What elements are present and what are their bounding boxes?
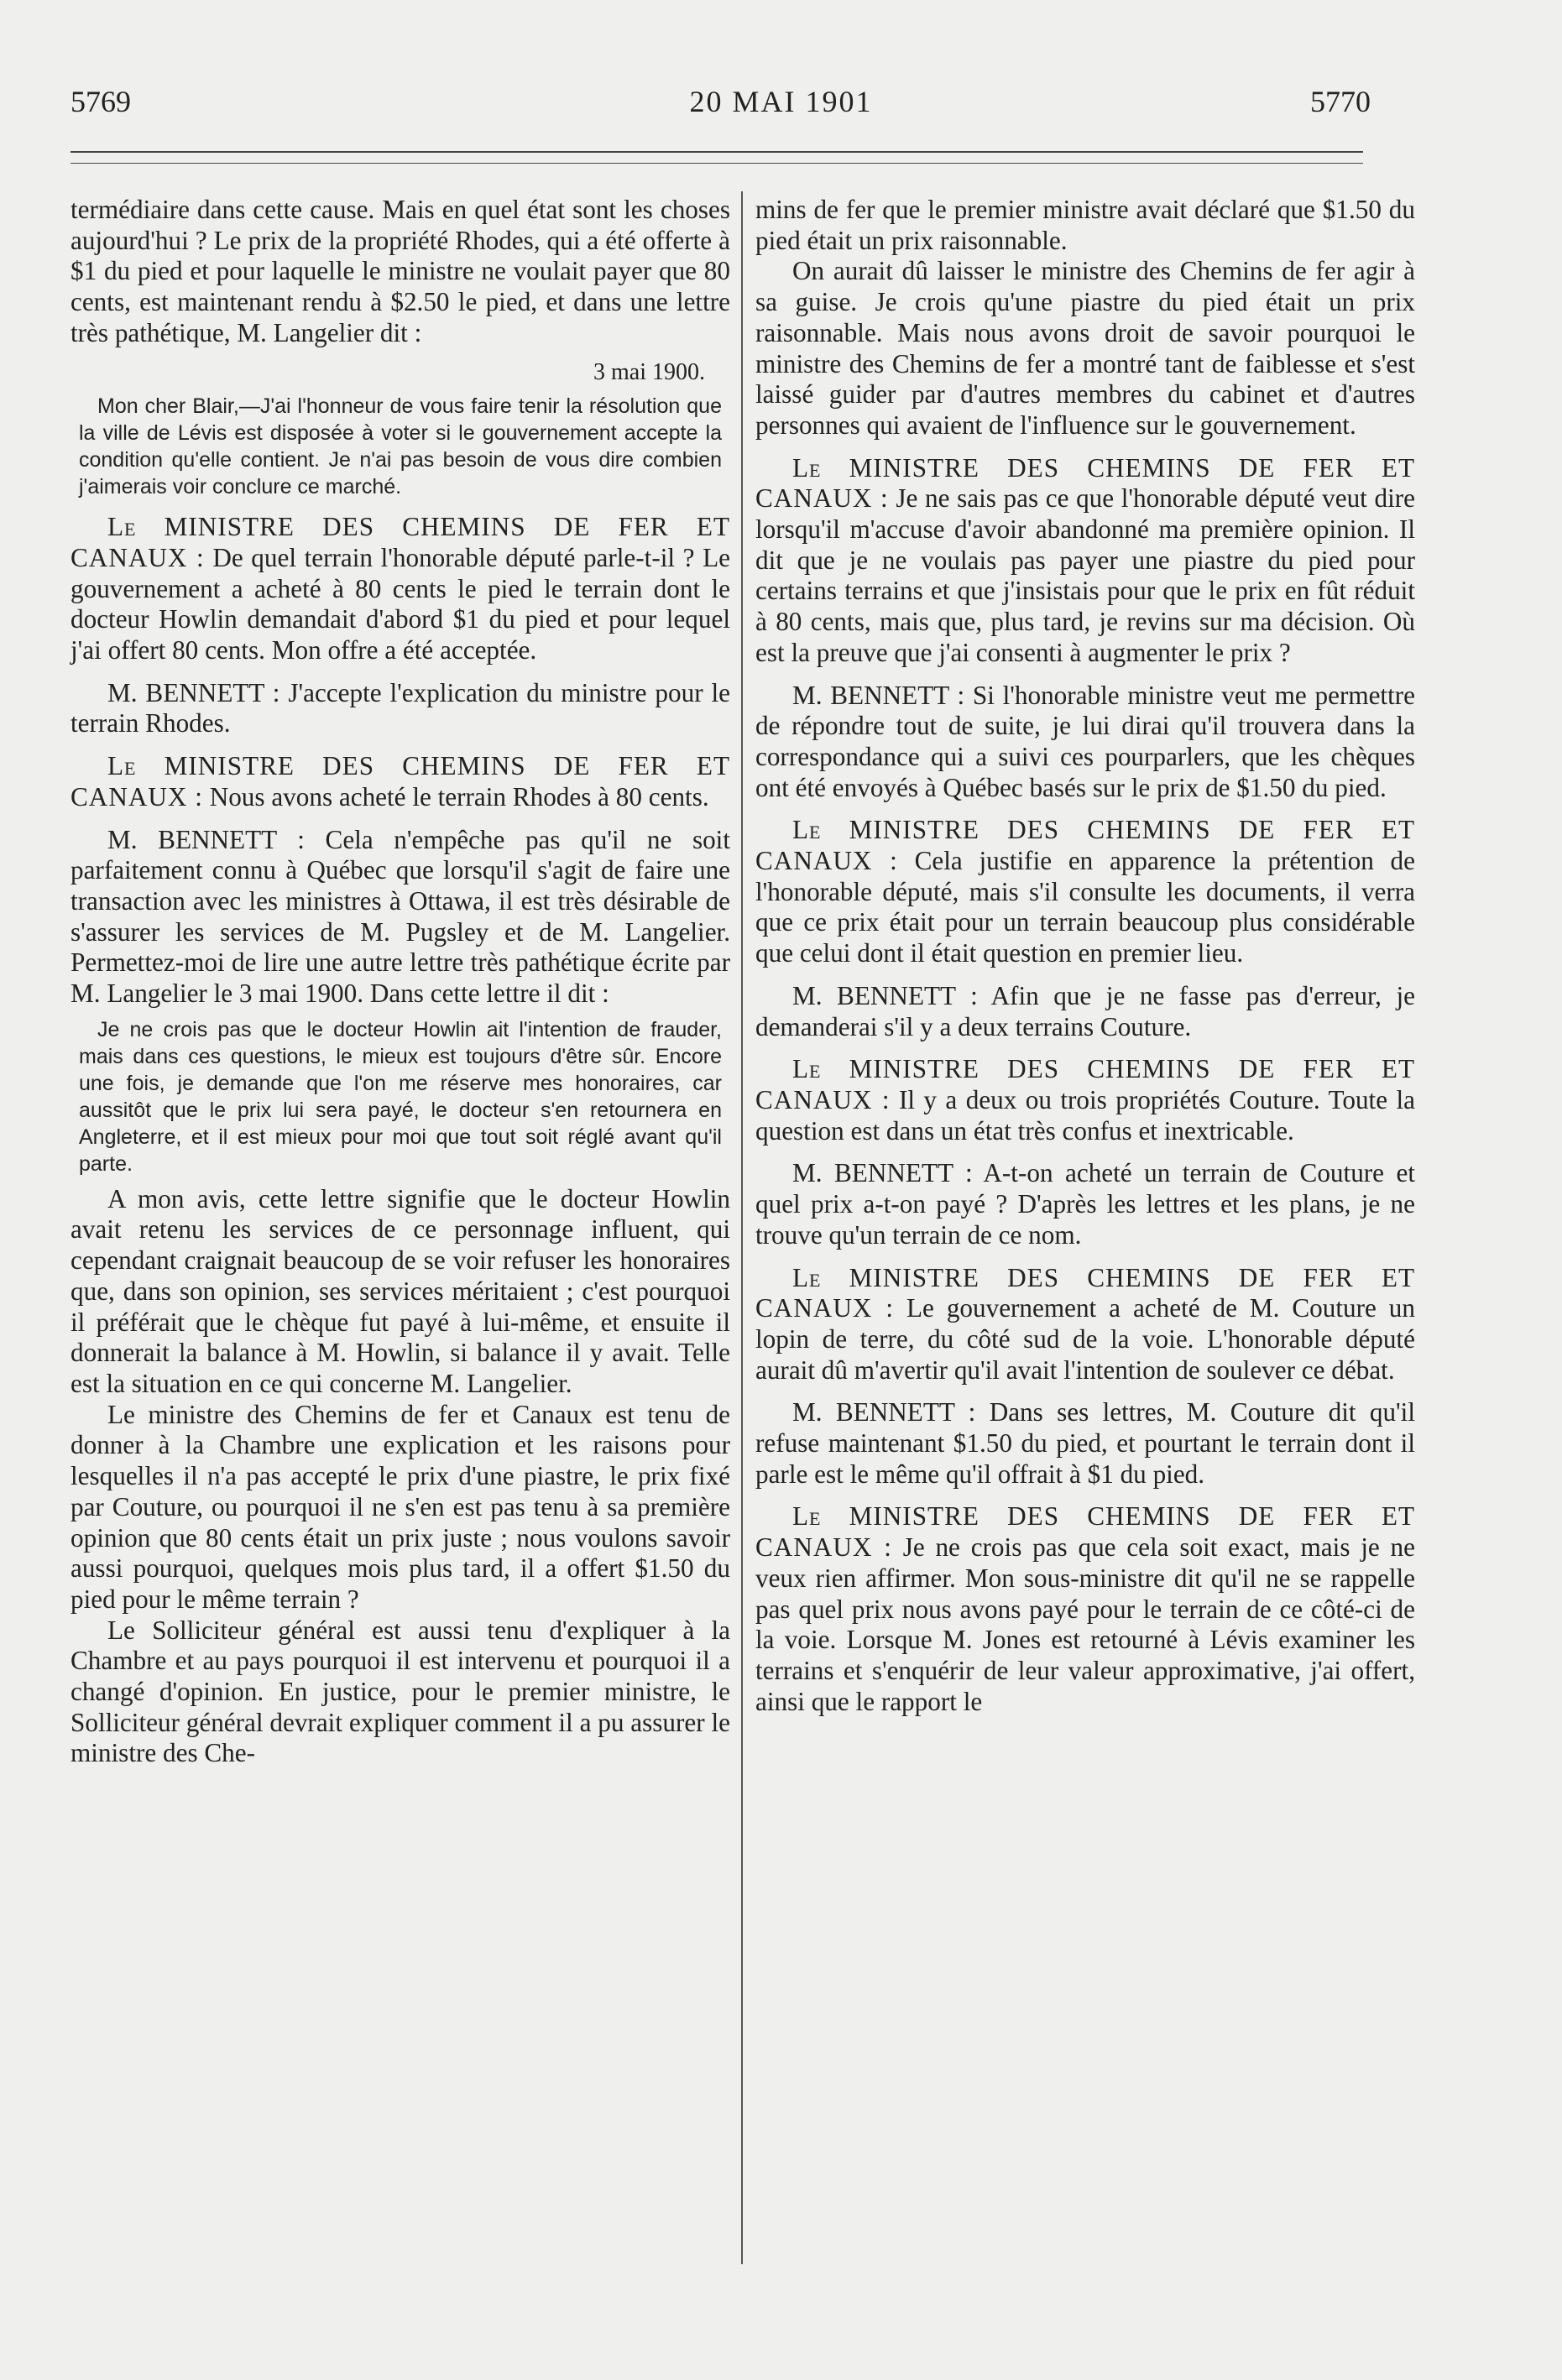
speaker: M. BENNETT : — [107, 824, 305, 854]
speaker: Le MINISTRE DES CHEMINS DE FER ET CANAUX : — [755, 815, 1415, 876]
right-column — [755, 195, 1415, 1717]
paragraph: On aurait dû laisser le ministre des Chemins de fer agir à sa guise. Je crois qu'une piastre du pied était un prix raisonnable. Mais nous avons droit de savoir pourquoi le ministre des Chemins de fer a montré tant de faiblesse et s'est laissé guider par d'autres membres du cabinet et d'autres personnes qui avaient de l'influence sur le gouvernement. — [755, 256, 1415, 440]
speech-text: De quel terrain l'honorable député parle-t-il ? Le gouvernement a acheté à 80 cents le pied le terrain dont le docteur Howlin demandait d'abord $1 du pied et pour lequel j'ai offert 80 cents. Mon offre a été acceptée. — [71, 542, 730, 665]
speech-text: Cela justifie en apparence la prétention de l'honorable député, mais s'il consulte les documents, il verra que ce prix était pour un terrain beaucoup plus considérable que celui dont il était question en premier lieu. — [755, 846, 1415, 968]
speaker: Le MINISTRE DES CHEMINS DE FER ET CANAUX : — [755, 1262, 1415, 1323]
left-column — [71, 195, 730, 1769]
quoted-letter: Je ne crois pas que le docteur Howlin ait l'intention de frauder, mais dans ces questions, le mieux est toujours d'être sûr. Encore une fois, je demande que l'on me réserve mes honoraires, car aussitôt que le prix lui sera payé, le docteur s'en retournera en Angleterre, et il est mieux pour moi que tout soit réglé avant qu'il parte. — [79, 1017, 722, 1176]
column-divider — [741, 191, 743, 2264]
speech — [71, 751, 730, 812]
speech-text: J'accepte l'explication du ministre pour le terrain Rhodes. — [71, 677, 730, 739]
page-header — [0, 84, 1562, 134]
page-number-right: 5770 — [1310, 85, 1371, 118]
speech — [755, 981, 1415, 1042]
speech — [71, 512, 730, 666]
speech-text: Le gouvernement a acheté de M. Couture un lopin de terre, du côté sud de la voie. L'honorable député aurait dû m'avertir qu'il avait l'intention de soulever ce débat. — [755, 1293, 1415, 1385]
page-date: 20 MAI 1901 — [689, 85, 873, 118]
speech-text: Il y a deux ou trois propriétés Couture. Toute la question est dans un état très confus et inextricable. — [755, 1084, 1415, 1146]
speech — [755, 1054, 1415, 1146]
speech — [71, 825, 730, 1010]
speech-text: Dans ses lettres, M. Couture dit qu'il refuse maintenant $1.50 du pied, et pourtant le terrain dont il parle est le même qu'il offrait à $1 du pied. — [755, 1397, 1415, 1489]
paragraph: termédiaire dans cette cause. Mais en quel état sont les choses aujourd'hui ? Le prix de la propriété Rhodes, qui a été offerte à $1 du pied et pour laquelle le ministre ne voulait payer que 80 cents, est maintenant rendu à $2.50 le pied, et dans une lettre très pathétique, M. Langelier dit : — [71, 195, 730, 347]
speech — [755, 815, 1415, 969]
speaker: Le MINISTRE DES CHEMINS DE FER ET CANAUX : — [755, 1501, 1415, 1563]
speech-text: A-t-on acheté un terrain de Couture et quel prix a-t-on payé ? D'après les lettres et les plans, je ne trouve qu'un terrain de ce nom. — [755, 1158, 1415, 1250]
speaker: Le MINISTRE DES CHEMINS DE FER ET CANAUX : — [71, 512, 730, 572]
speaker: Le MINISTRE DES CHEMINS DE FER ET CANAUX : — [71, 751, 730, 812]
speech-text: Afin que je ne fasse pas d'erreur, je demanderai s'il y a deux terrains Couture. — [755, 980, 1415, 1041]
speech-text: Si l'honorable ministre veut me permettre de répondre tout de suite, je lui dirai qu'il trouvera dans la correspondance qui a suivi ces pourparlers, que les chèques ont été envoyés à Québec basés sur le prix de $1.50 du pied. — [755, 680, 1415, 802]
speaker: Le MINISTRE DES CHEMINS DE FER ET CANAUX : — [755, 1054, 1415, 1114]
speech — [71, 678, 730, 739]
paragraph: Le Solliciteur général est aussi tenu d'expliquer à la Chambre et au pays pourquoi il est intervenu et pourquoi il a changé d'opinion. En justice, pour le premier ministre, le Solliciteur général devrait expliquer comment il a pu assurer le ministre des Che- — [71, 1615, 730, 1768]
speech — [755, 453, 1415, 669]
speaker: M. BENNETT : — [792, 1158, 973, 1188]
speech — [755, 1263, 1415, 1386]
speech — [755, 1397, 1415, 1490]
speech-text: Je ne crois pas que cela soit exact, mais je ne veux rien affirmer. Mon sous-ministre dit qu'il ne se rappelle pas quel prix nous avons payé pour le terrain de ce côté-ci de la voie. Lorsque M. Jones est retourné à Lévis examiner les terrains et s'enquérir de leur valeur approximative, j'ai offert, ainsi que le rapport le — [755, 1532, 1415, 1716]
letter-date: 3 mai 1900. — [593, 358, 705, 385]
speech — [755, 1501, 1415, 1717]
speech-text: Nous avons acheté le terrain Rhodes à 80 cents. — [202, 781, 709, 812]
speaker: M. BENNETT : — [792, 680, 965, 710]
speaker: M. BENNETT : — [792, 1397, 976, 1427]
speech-text: Cela n'empêche pas qu'il ne soit parfaitement connu à Québec que lorsqu'il s'agit de faire une transaction avec les ministres à Ottawa, il est très désirable de s'assurer les services de M. Pugsley et de M. Langelier. Permettez-moi de lire une autre lettre très pathétique écrite par M. Langelier le 3 mai 1900. Dans cette lettre il dit : — [71, 824, 731, 1009]
paragraph: A mon avis, cette lettre signifie que le docteur Howlin avait retenu les services de ce personnage influent, qui cependant craignait beaucoup de se voir refuser les honoraires que, dans son opinion, ses services méritaient ; c'est pourquoi il préférait que le chèque fut payé à lui-même, et ensuite il donnerait la balance à M. Howlin, si balance il y avait. Telle est la situation en ce qui concerne M. Langelier. — [71, 1183, 730, 1398]
speaker: M. BENNETT : — [792, 980, 978, 1010]
speech — [755, 1158, 1415, 1250]
speech-text: Je ne sais pas ce que l'honorable député veut dire lorsqu'il m'accuse d'avoir abandonné ma première opinion. Il dit que je ne voulais pas payer une piastre du pied pour certains terrains et que j'insistais pour que le prix en fût réduit à 80 cents, mais que, plus tard, je revins sur ma décision. Où est la preuve que j'ai consenti à augmenter le prix ? — [755, 483, 1415, 667]
speaker: Le MINISTRE DES CHEMINS DE FER ET CANAUX : — [755, 452, 1415, 514]
header-rule — [71, 151, 1363, 153]
quoted-letter: Mon cher Blair,—J'ai l'honneur de vous faire tenir la résolution que la ville de Lévis est disposée à voter si le gouvernement accepte la condition qu'elle contient. Je n'ai pas besoin de vous dire combien j'aimerais voir conclure ce marché. — [79, 394, 722, 499]
header-rule-thin — [71, 163, 1363, 164]
speaker: M. BENNETT : — [107, 677, 280, 707]
page-number-left: 5769 — [71, 85, 131, 118]
paragraph: mins de fer que le premier ministre avait déclaré que $1.50 du pied était un prix raisonnable. — [755, 195, 1415, 255]
paragraph: Le ministre des Chemins de fer et Canaux est tenu de donner à la Chambre une explication et les raisons pour lesquelles il n'a pas accepté le prix d'une piastre, le prix fixé par Couture, ou pourquoi il ne s'en est pas tenu à sa première opinion que 80 cents était un prix juste ; nous voulons savoir aussi pourquoi, quelques mois plus tard, il a offert $1.50 du pied pour le même terrain ? — [71, 1399, 730, 1614]
speech — [755, 681, 1415, 804]
